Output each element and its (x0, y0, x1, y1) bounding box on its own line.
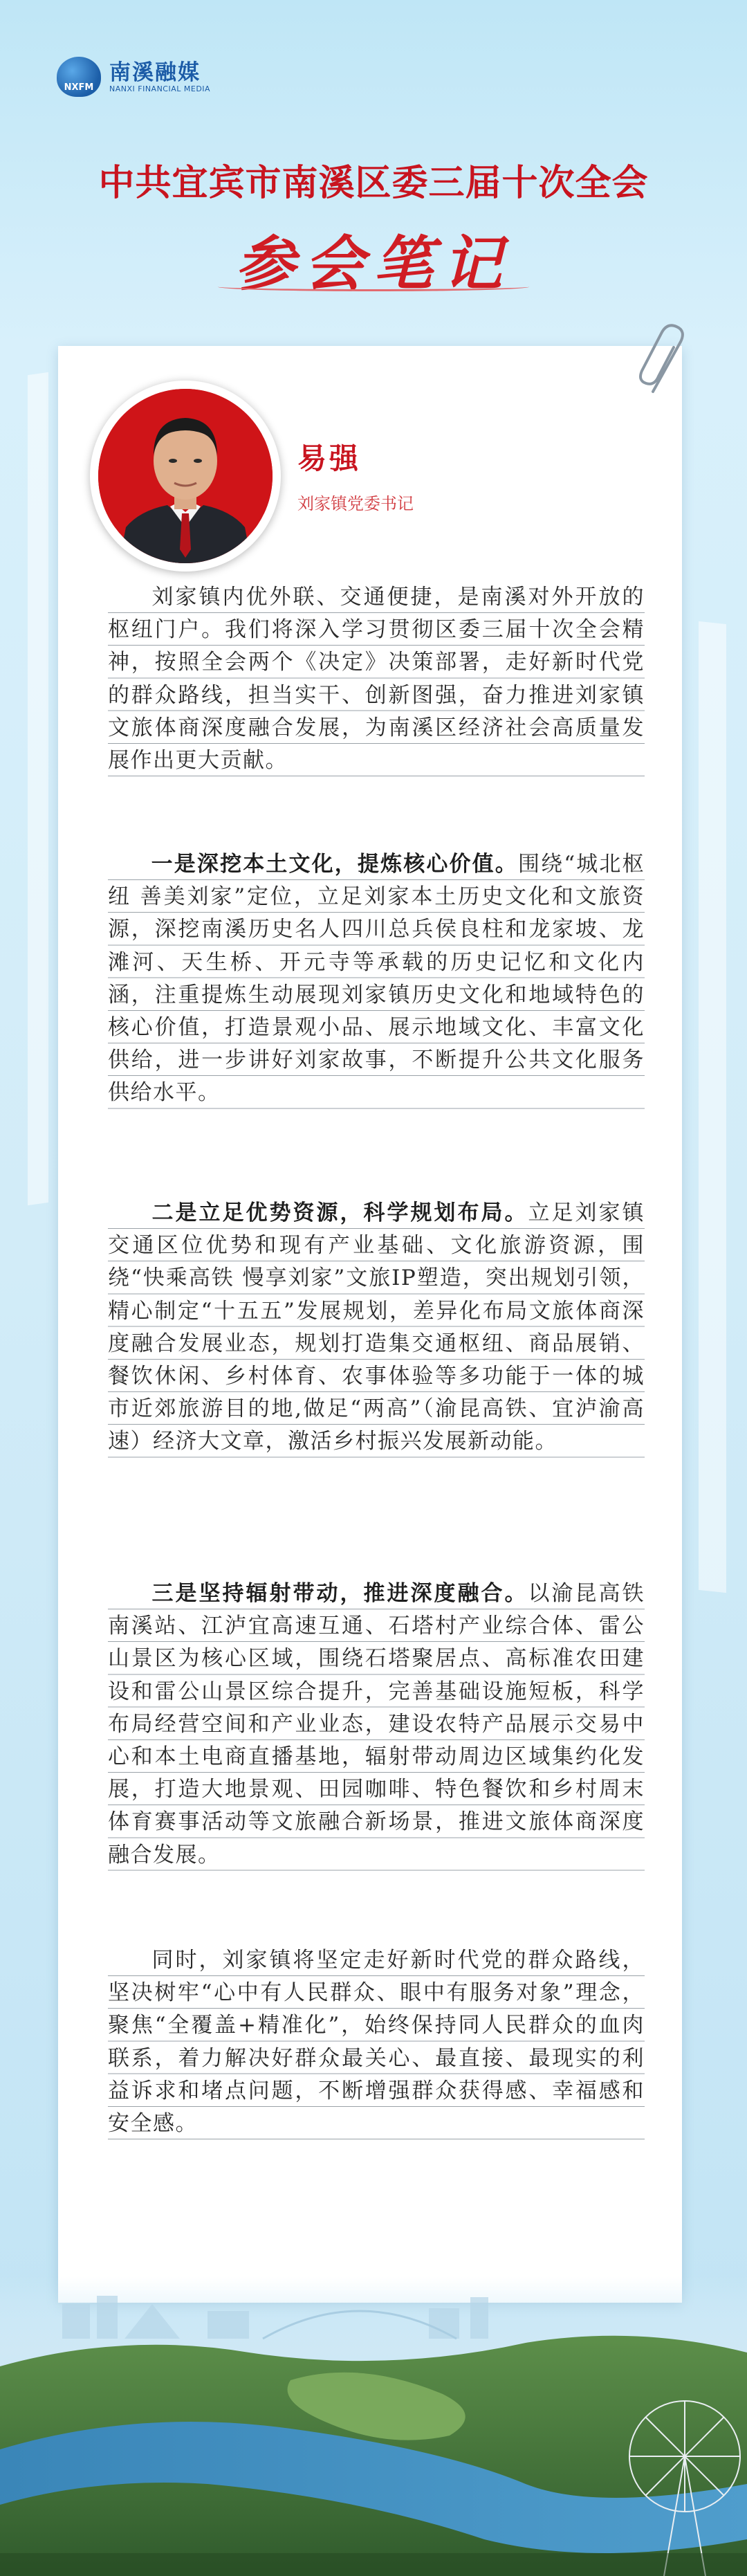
article-closing (108, 1944, 645, 2140)
section-2-heading: 二是立足优势资源，科学规划布局。 (151, 1200, 528, 1225)
article-section-1 (108, 848, 645, 1110)
river-landscape-illustration (0, 2276, 747, 2576)
section-3-body: 以渝昆高铁南溪站、江泸宜高速互通、石塔村产业综合体、雷公山景区为核心区域，围绕石塔聚居点、高标准农田建设和雷公山景区综合提升，完善基础设施短板，科学布局经营空间和产业业态，建设农特产品展示交易中心和本土电商直播基地，辐射带动周边区域集约化发展，打造大地景观、田园咖啡、特色餐饮和乡村周末体育赛事活动等文旅融合新场景，推进文旅体商深度融合发展。 (108, 1581, 645, 1867)
page-subtitle: 参会笔记 (235, 229, 512, 299)
page-title: 中共宜宾市南溪区委三届十次全会 (98, 162, 649, 204)
brand-logo-mark: NXFM (57, 57, 101, 97)
section-1-heading: 一是深挖本土文化，提炼核心价值。 (151, 852, 518, 877)
brand-name-en: NANXI FINANCIAL MEDIA (109, 84, 211, 93)
title-underline (218, 282, 529, 291)
person-portrait-icon (98, 389, 273, 563)
article-section-3 (108, 1578, 645, 1872)
article-section-2 (108, 1197, 645, 1459)
brand-name: 南溪融媒 (109, 60, 201, 85)
brand-logo (57, 57, 210, 97)
article-intro (108, 581, 645, 777)
article-intro-text: 刘家镇内优外联、交通便捷，是南溪对外开放的枢纽门户。我们将深入学习贯彻区委三届十次全会精神，按照全会两个《决定》决策部署，走好新时代党的群众路线，担当实干、创新图强，奋力推进刘家镇文旅体商深度融合发展，为南溪区经济社会高质量发展作出更大贡献。 (108, 585, 645, 774)
author-name: 易强 (297, 441, 362, 475)
paperclip-icon (632, 322, 694, 399)
section-2-body: 立足刘家镇交通区位优势和现有产业基础、文化旅游资源，围绕“快乘高铁 慢享刘家”文旅IP塑造，突出规划引领，精心制定“十五五”发展规划，差异化布局文旅体商深度融合发展业态，规划打造集交通枢纽、商品展销、餐饮休闲、乡村体育、农事体验等多功能于一体的城市近郊旅游目的地,做足“两高”（渝昆高铁、宜泸渝高速）经济大文章，激活乡村振兴发展新动能。 (108, 1200, 645, 1454)
avatar (98, 389, 273, 563)
background-stripe (28, 372, 48, 1205)
section-3-heading: 三是坚持辐射带动，推进深度融合。 (151, 1581, 528, 1606)
author-role: 刘家镇党委书记 (297, 494, 414, 513)
section-1-body: 围绕“城北枢纽 善美刘家”定位，立足刘家本土历史文化和文旅资源，深挖南溪历史名人四川总兵侯良柱和龙家坡、龙滩河、天生桥、开元寺等承载的历史记忆和文化内涵，注重提炼生动展现刘家镇历史文化和地域特色的核心价值，打造景观小品、展示地域文化、丰富文化供给，进一步讲好刘家故事，不断提升公共文化服务供给水平。 (108, 852, 645, 1106)
background-stripe (699, 621, 726, 1593)
article-closing-text: 同时，刘家镇将坚定走好新时代党的群众路线，坚决树牢“心中有人民群众、眼中有服务对象”理念，聚焦“全覆盖+精准化”，始终保持同人民群众的血肉联系，着力解决好群众最关心、最直接、最现实的利益诉求和堵点问题，不断增强群众获得感、幸福感和安全感。 (108, 1948, 645, 2137)
